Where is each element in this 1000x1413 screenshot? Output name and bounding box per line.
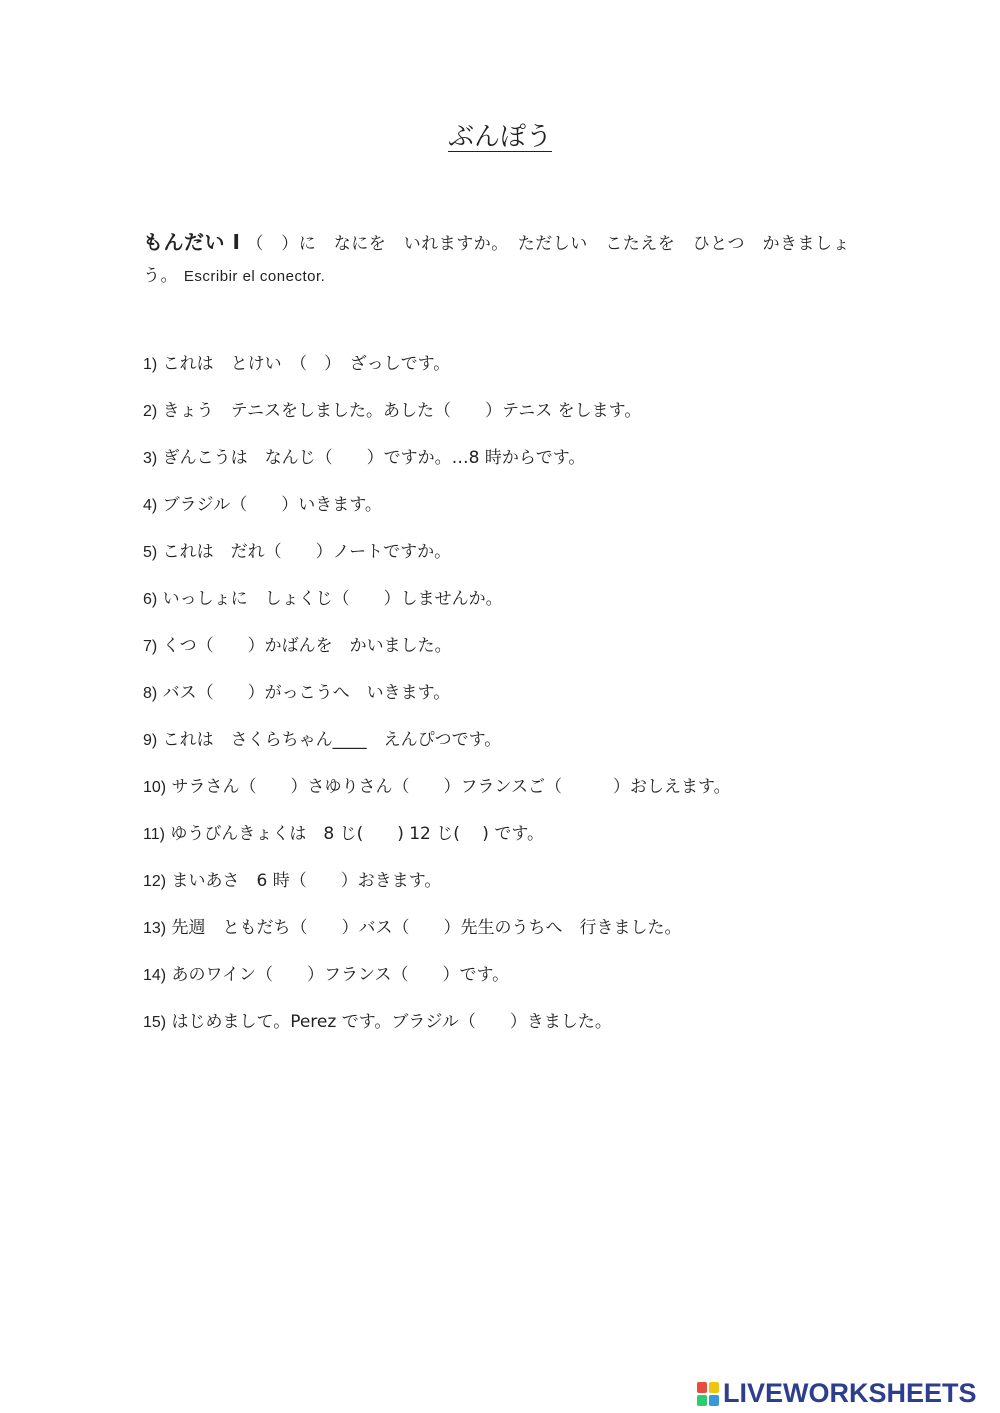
question-text: ぎんこうは なんじ（ ）ですか。…8 時からです。 — [162, 448, 586, 468]
question-number: 3) — [143, 450, 158, 467]
question-item — [143, 867, 731, 914]
question-number: 1) — [143, 356, 158, 373]
liveworksheets-logo-icon — [697, 1382, 719, 1406]
question-text: これは さくらちゃん____ えんぴつです。 — [162, 730, 502, 750]
logo-square-red — [697, 1382, 707, 1393]
question-number: 10) — [143, 779, 167, 796]
question-number: 8) — [143, 685, 158, 702]
page-title — [0, 116, 1000, 153]
watermark-text: LIVEWORKSHEETS — [723, 1378, 977, 1408]
logo-square-yellow — [709, 1382, 719, 1393]
question-item — [143, 585, 731, 632]
question-text: くつ（ ）かばんを かいました。 — [162, 636, 452, 656]
question-text: バス（ ）がっこうへ いきます。 — [162, 683, 451, 703]
question-text: あのワイン（ ）フランス（ ）です。 — [171, 965, 510, 985]
question-item — [143, 679, 731, 726]
question-item — [143, 773, 731, 820]
question-number: 13) — [143, 920, 167, 937]
question-item — [143, 820, 731, 867]
instructions-lead: もんだい I — [143, 230, 241, 254]
question-number: 15) — [143, 1014, 167, 1031]
question-number: 14) — [143, 967, 167, 984]
question-text: ブラジル（ ）いきます。 — [162, 495, 382, 515]
question-number: 11) — [143, 826, 165, 843]
question-text: サラさん（ ）さゆりさん（ ）フランスご（ ）おしえます。 — [171, 777, 731, 797]
logo-square-green — [697, 1395, 707, 1406]
question-number: 4) — [143, 497, 158, 514]
question-item — [143, 914, 731, 961]
question-text: いっしょに しょくじ（ ）しませんか。 — [162, 589, 503, 609]
question-text: これは とけい （ ） ざっしです。 — [162, 354, 451, 374]
question-item — [143, 538, 731, 585]
question-item — [143, 1008, 731, 1055]
instructions — [143, 226, 863, 293]
logo-square-blue — [709, 1395, 719, 1406]
question-item — [143, 726, 731, 773]
question-item — [143, 491, 731, 538]
question-item — [143, 444, 731, 491]
question-number: 7) — [143, 638, 158, 655]
question-list — [143, 350, 731, 1055]
question-number: 2) — [143, 403, 158, 420]
title-text: ぶんぽう — [447, 122, 552, 152]
instructions-spanish: Escribir el conector. — [183, 268, 326, 285]
watermark-logo — [697, 1378, 977, 1409]
question-item — [143, 350, 731, 397]
question-text: ゆうびんきょくは 8 じ( ) 12 じ( ) です。 — [170, 824, 544, 844]
question-text: これは だれ（ ）ノートですか。 — [162, 542, 452, 562]
question-number: 5) — [143, 544, 158, 561]
question-item — [143, 397, 731, 444]
instructions-text: （ ）に なにを いれますか。 ただしい こたえを ひとつ かきましょう。 — [143, 234, 850, 286]
question-text: はじめまして。Perez です。ブラジル（ ）きました。 — [171, 1012, 612, 1032]
question-text: きょう テニスをしました。あした（ ）テニス をします。 — [162, 401, 642, 421]
question-text: まいあさ 6 時（ ）おきます。 — [171, 871, 442, 891]
question-number: 6) — [143, 591, 158, 608]
question-number: 9) — [143, 732, 158, 749]
question-item — [143, 961, 731, 1008]
question-item — [143, 632, 731, 679]
question-number: 12) — [143, 873, 167, 890]
question-text: 先週 ともだち（ ）バス（ ）先生のうちへ 行きました。 — [171, 918, 682, 938]
